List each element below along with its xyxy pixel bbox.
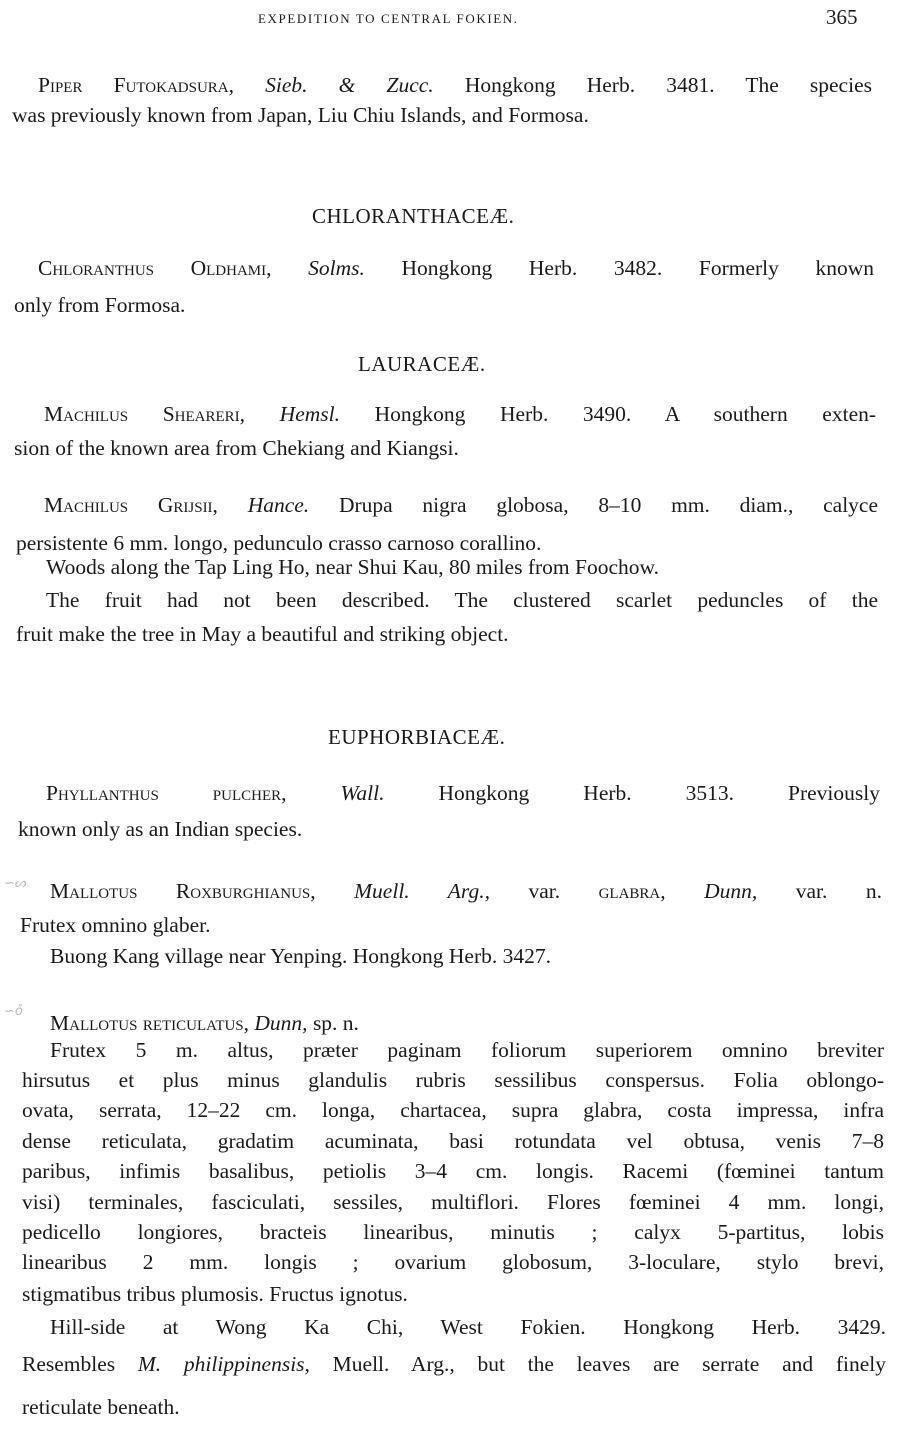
text-segment: Hongkong Herb. 3481. The species [464, 73, 872, 97]
reticulatus-locality-line: Hill-side at Wong Ka Chi, West Fokien. Hongkong Herb. 3429. [50, 1315, 886, 1339]
pencil-margin-mark: ∽ǒ [4, 1004, 23, 1019]
phyllanthus-line-1 [46, 780, 880, 806]
taxon-authority: Hance. [247, 493, 310, 517]
taxon-authority: Solms. [308, 256, 365, 280]
pencil-margin-mark: ∽ᔕ [4, 876, 27, 891]
reticulatus-resembles-line [22, 1351, 886, 1377]
taxon-name: Mallotus reticulatus, [50, 1011, 250, 1035]
text-segment: Muell. Arg., but the leaves are serrate and finely [332, 1352, 887, 1376]
taxon-name: Piper Futokadsura, [38, 73, 234, 97]
reticulatus-desc-line: ovata, serrata, 12–22 cm. longa, chartacea, supra glabra, costa impressa, infra [22, 1098, 884, 1122]
grijsii-line-4: The fruit had not been described. The clustered scarlet peduncles of the [46, 588, 878, 612]
piper-line-1 [38, 72, 872, 98]
taxon-name: Machilus Grijsii, [44, 493, 218, 517]
chloranthus-line-2: only from Formosa. [14, 293, 186, 317]
roxburghianus-line-1 [50, 878, 882, 904]
piper-line-2: was previously known from Japan, Liu Chiu Islands, and Formosa. [12, 103, 589, 127]
reticulatus-desc-line: dense reticulata, gradatim acuminata, basi rotundata vel obtusa, venis 7–8 [22, 1129, 884, 1153]
compared-species: M. philippinensis, [137, 1352, 310, 1376]
taxon-name: Mallotus Roxburghianus, [50, 879, 316, 903]
reticulatus-desc-line: hirsutus et plus minus glandulis rubris sessilibus conspersus. Folia oblongo- [22, 1068, 884, 1092]
grijsii-line-1 [44, 492, 878, 518]
text-segment: Hongkong Herb. 3513. Previously [438, 781, 880, 805]
taxon-authority: Muell. Arg., [354, 879, 490, 903]
roxburghianus-line-3: Buong Kang village near Yenping. Hongkong Herb. 3427. [50, 944, 552, 968]
taxon-authority: Hemsl. [279, 402, 340, 426]
grijsii-line-2: persistente 6 mm. longo, pedunculo crasso carnoso corallino. [16, 531, 542, 555]
sheareri-line-2: sion of the known area from Chekiang and Kiangsi. [14, 436, 459, 460]
reticulatus-desc-line: pedicello longiores, bracteis linearibus, minutis ; calyx 5-partitus, lobis [22, 1220, 884, 1244]
reticulatus-desc-line: paribus, infimis basalibus, petiolis 3–4 cm. longis. Racemi (fœminei tantum [22, 1159, 884, 1183]
reticulatus-last-line: reticulate beneath. [22, 1395, 180, 1419]
text-segment: Resembles [22, 1352, 116, 1376]
reticulatus-desc-line: Frutex 5 m. altus, præter paginam foliorum superiorem omnino breviter [50, 1038, 884, 1062]
taxon-authority: Dunn, [704, 879, 758, 903]
reticulatus-desc-line: linearibus 2 mm. longis ; ovarium globosum, 3-loculare, stylo brevi, [22, 1250, 884, 1274]
taxon-name: Phyllanthus pulcher, [46, 781, 287, 805]
text-segment: Hongkong Herb. 3490. A southern exten- [374, 402, 877, 426]
family-heading-euphorbiaceae: EUPHORBIACEÆ. [328, 725, 506, 749]
grijsii-line-5: fruit make the tree in May a beautiful and striking object. [16, 622, 509, 646]
roxburghianus-line-2: Frutex omnino glaber. [20, 913, 211, 937]
family-heading-chloranthaceae: CHLORANTHACEÆ. [312, 204, 515, 228]
text-segment: Drupa nigra globosa, 8–10 mm. diam., calyce [338, 493, 879, 517]
sheareri-line-1 [44, 401, 876, 427]
taxon-name: Chloranthus Oldhami, [38, 256, 272, 280]
page-number: 365 [826, 5, 858, 29]
taxon-authority: Wall. [340, 781, 385, 805]
taxon-name: Machilus Sheareri, [44, 402, 246, 426]
text-segment: Hongkong Herb. 3482. Formerly known [401, 256, 875, 280]
taxon-authority: Sieb. & Zucc. [265, 73, 434, 97]
running-header-title: EXPEDITION TO CENTRAL FOKIEN. [258, 11, 519, 26]
text-segment: var. n. [795, 879, 883, 903]
text-segment: var. [528, 879, 561, 903]
grijsii-line-3: Woods along the Tap Ling Ho, near Shui Kau, 80 miles from Foochow. [46, 555, 660, 579]
text-segment: sp. n. [312, 1011, 359, 1035]
taxon-authority: Dunn, [254, 1011, 308, 1035]
reticulatus-desc-line: visi) terminales, fasciculati, sessiles, multiflori. Flores fœminei 4 mm. longi, [22, 1190, 884, 1214]
chloranthus-line-1 [38, 255, 874, 281]
reticulatus-line-1 [50, 1010, 359, 1036]
variety-name: glabra, [598, 879, 666, 903]
reticulatus-desc-line: stigmatibus tribus plumosis. Fructus ignotus. [22, 1282, 408, 1306]
family-heading-lauraceae: LAURACEÆ. [358, 352, 486, 376]
phyllanthus-line-2: known only as an Indian species. [18, 817, 303, 841]
